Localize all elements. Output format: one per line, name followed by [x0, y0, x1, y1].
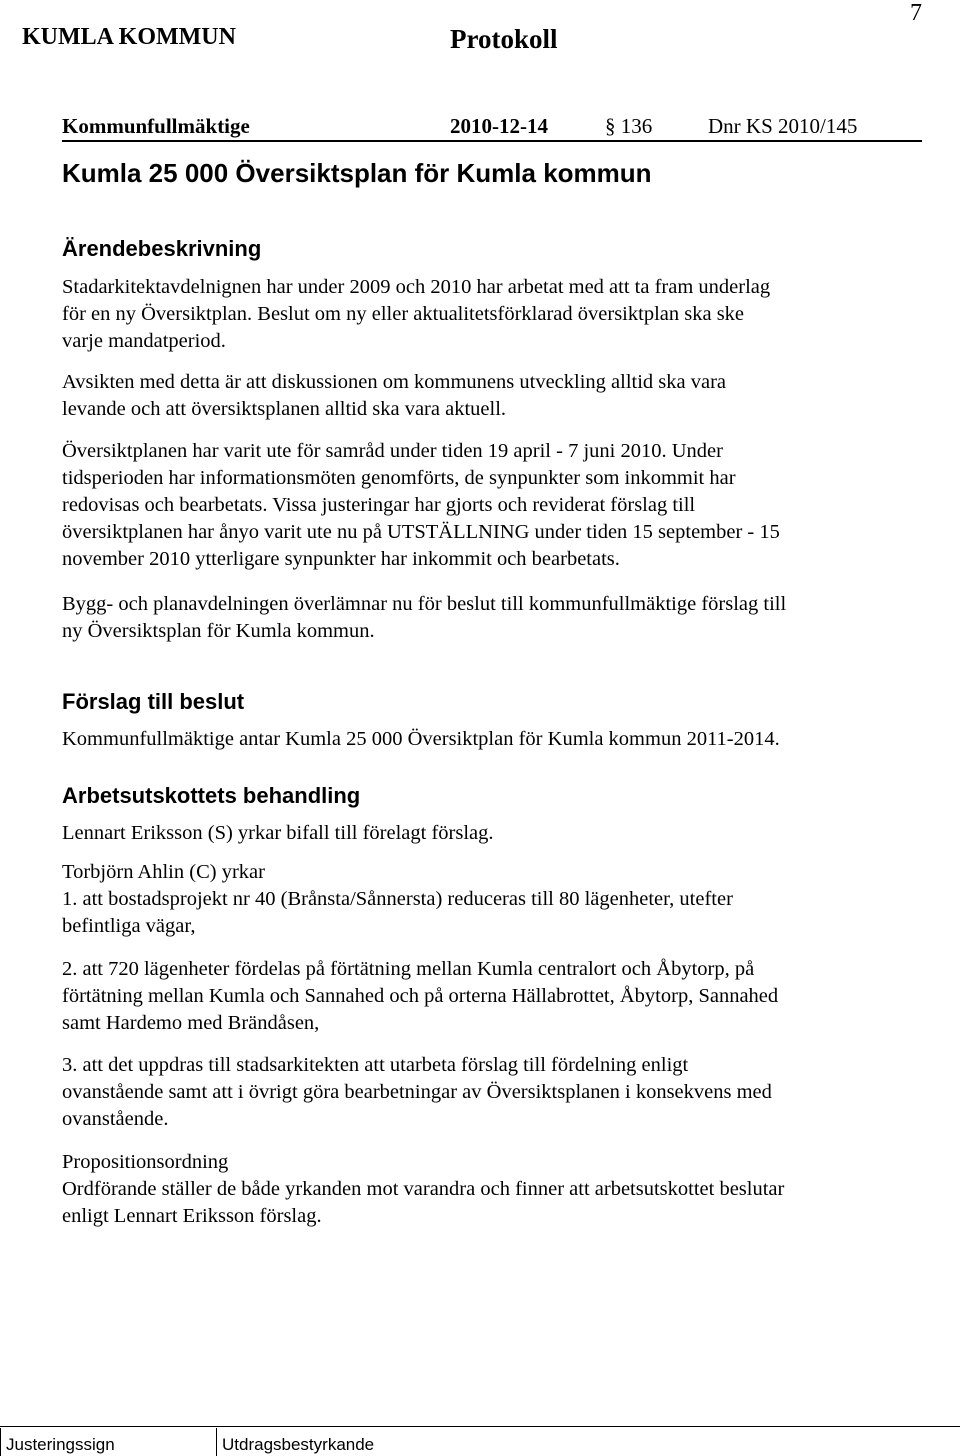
text-line: ovanstående.	[62, 1108, 169, 1130]
text-line: Ordförande ställer de både yrkanden mot varandra och finner att arbetsutskottet beslutar	[62, 1178, 785, 1200]
text-line: Bygg- och planavdelningen överlämnar nu för beslut till kommunfullmäktige förslag till	[62, 593, 787, 615]
text-line: varje mandatperiod.	[62, 330, 226, 352]
text-line: november 2010 ytterligare synpunkter har inkommit och bearbetats.	[62, 548, 620, 570]
text-line: för en ny Översiktplan. Beslut om ny eller aktualitetsförklarad översiktplan ska ske	[62, 303, 745, 325]
text-line: enligt Lennart Eriksson förslag.	[62, 1205, 322, 1227]
section-heading-forslag: Förslag till beslut	[62, 689, 245, 714]
text-line: ovanstående samt att i övrigt göra bearbetningar av Översiktsplanen i konsekvens med	[62, 1081, 772, 1103]
paragraph-motion-eriksson	[62, 820, 932, 847]
paragraph-proposition	[62, 1149, 932, 1230]
signature-label: Justeringssign	[6, 1435, 115, 1454]
paragraph-purpose	[62, 369, 932, 423]
document-type: Protokoll	[450, 24, 558, 54]
section-heading-arbetsutskott: Arbetsutskottets behandling	[62, 783, 361, 808]
organization-name: KUMLA KOMMUN	[22, 24, 236, 50]
paragraph-item-2	[62, 956, 932, 1037]
page-number: 7	[910, 0, 922, 26]
text-line: Stadarkitektavdelnignen har under 2009 och 2010 har arbetat med att ta fram underlag	[62, 276, 771, 298]
text-line: Torbjörn Ahlin (C) yrkar	[62, 861, 265, 883]
text-line: redovisas och bearbetats. Vissa justeringar har gjorts och reviderat förslag till	[62, 494, 696, 516]
text-line: förtätning mellan Kumla och Sannahed och på orterna Hällabrottet, Åbytorp, Sannahed	[62, 985, 779, 1007]
text-line: ny Översiktsplan för Kumla kommun.	[62, 620, 375, 642]
paragraph-background	[62, 274, 932, 355]
paragraph-consultation	[62, 438, 932, 573]
diary-number: Dnr KS 2010/145	[708, 114, 858, 138]
text-line: tidsperioden har informationsmöten genomförts, de synpunkter som inkommit har	[62, 467, 736, 489]
text-line: levande och att översiktsplanen alltid ska vara aktuell.	[62, 398, 507, 420]
footer-cell-border	[216, 1428, 217, 1456]
footer-cell-border	[0, 1428, 1, 1456]
text-line: Kommunfullmäktige antar Kumla 25 000 Översiktplan för Kumla kommun 2011-2014.	[62, 728, 780, 750]
paragraph-handover	[62, 591, 932, 645]
proposition-heading: Propositionsordning	[62, 1151, 229, 1173]
text-line: översiktplanen har ånyo varit ute nu på UTSTÄLLNING under tiden 15 september - 15	[62, 521, 780, 543]
paragraph-proposal	[62, 726, 932, 753]
text-line: samt Hardemo med Brändåsen,	[62, 1012, 320, 1034]
footer-divider	[0, 1426, 960, 1427]
meeting-body: Kommunfullmäktige	[62, 114, 250, 138]
document-title: Kumla 25 000 Översiktsplan för Kumla kommun	[62, 158, 652, 188]
text-line: befintliga vägar,	[62, 915, 196, 937]
meeting-date: 2010-12-14	[450, 114, 548, 138]
text-line: Lennart Eriksson (S) yrkar bifall till förelagt förslag.	[62, 822, 494, 844]
list-item: 2. att 720 lägenheter fördelas på förtätning mellan Kumla centralort och Åbytorp, på	[62, 958, 755, 980]
paragraph-item-3	[62, 1052, 932, 1133]
text-line: Översiktplanen har varit ute för samråd under tiden 19 april - 7 juni 2010. Under	[62, 440, 723, 462]
section-heading-arende: Ärendebeskrivning	[62, 236, 262, 261]
list-item: 3. att det uppdras till stadsarkitekten att utarbeta förslag till fördelning enligt	[62, 1054, 689, 1076]
text-line: Avsikten med detta är att diskussionen om kommunens utveckling alltid ska vara	[62, 371, 727, 393]
paragraph-motion-ahlin	[62, 859, 932, 940]
list-item: 1. att bostadsprojekt nr 40 (Brånsta/Sånnersta) reduceras till 80 lägenheter, utefter	[62, 888, 733, 910]
paragraph-number: § 136	[605, 114, 653, 138]
header-divider	[62, 140, 922, 142]
extract-label: Utdragsbestyrkande	[222, 1435, 375, 1454]
